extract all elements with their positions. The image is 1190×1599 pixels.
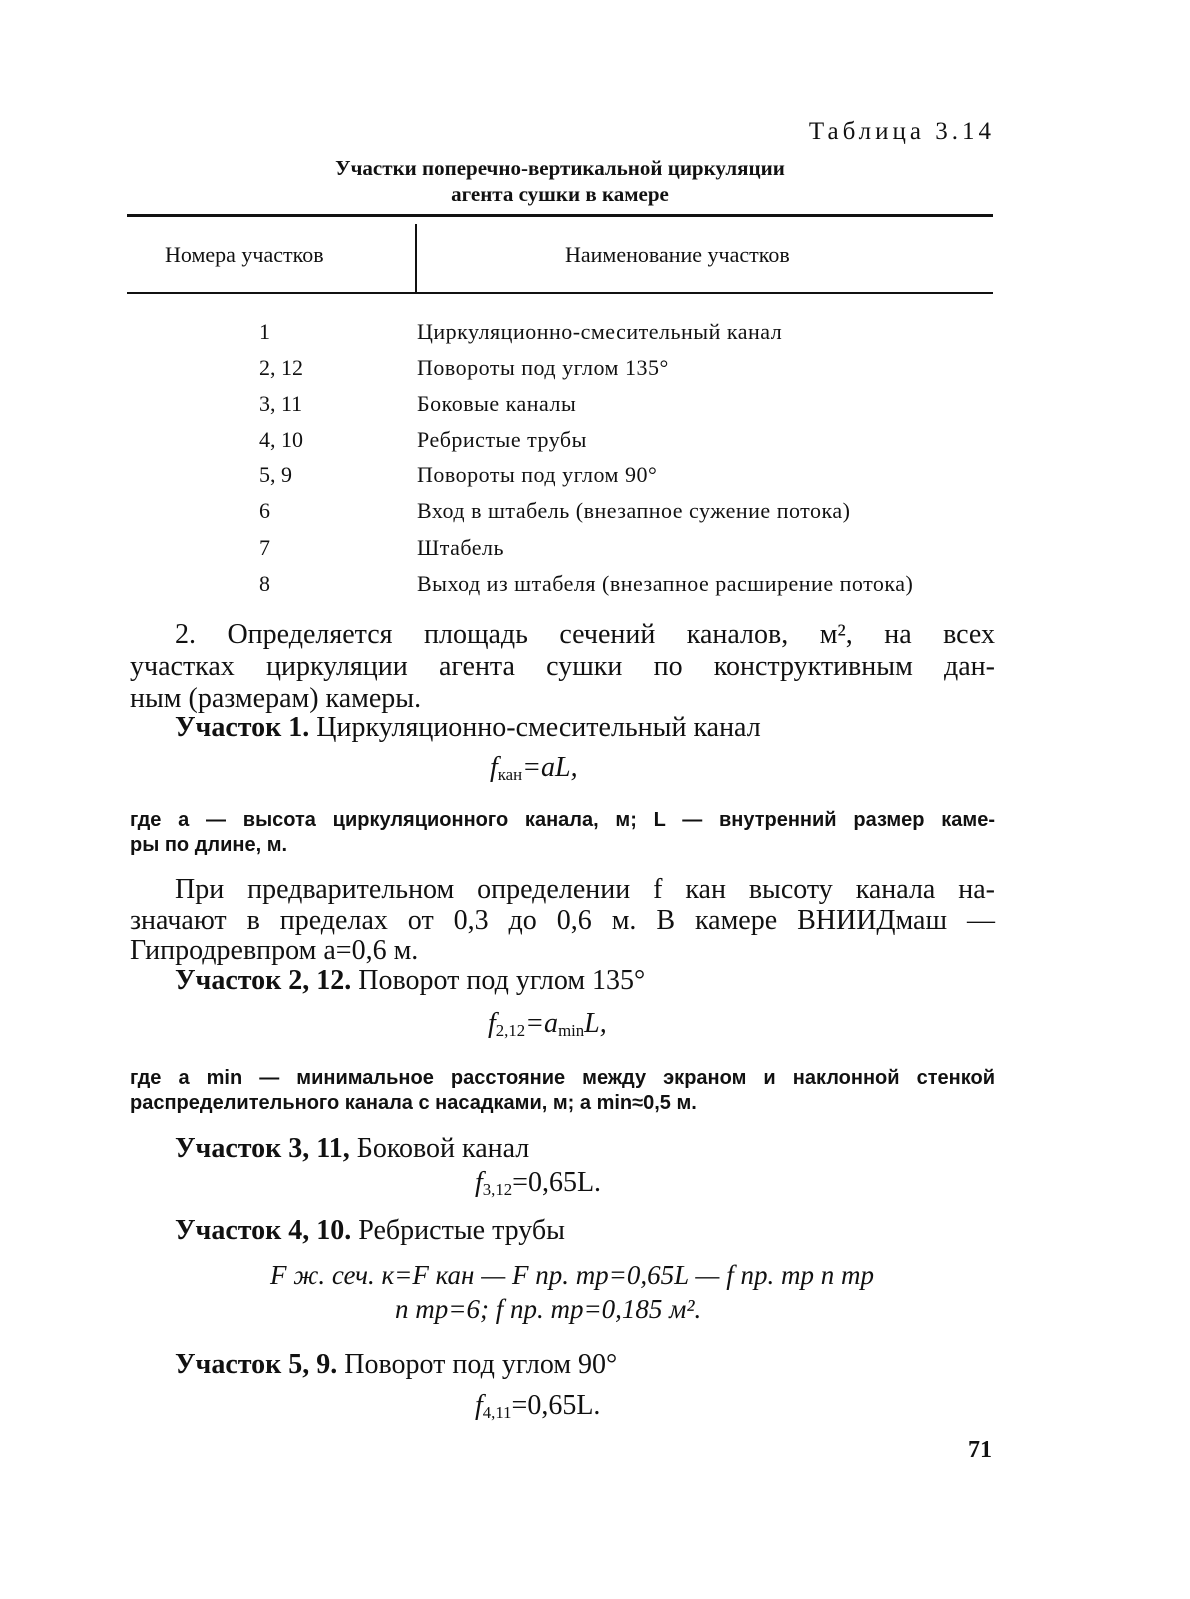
section-heading-text: Ребристые трубы — [351, 1215, 565, 1246]
table-number-label: Таблица 3.14 — [808, 118, 995, 145]
table-row-name: Выход из штабеля (внезапное расширение потока) — [417, 571, 914, 596]
note-line: где a min — минимальное расстояние между экраном и наклонной стенкой — [130, 1067, 995, 1089]
formula-5 — [475, 1390, 600, 1423]
table-row-name: Повороты под углом 90° — [417, 462, 658, 487]
table-row-num: 7 — [259, 535, 270, 560]
paragraph-line: 2. Определяется площадь сечений каналов, м², на всех — [175, 619, 995, 650]
table-row-num: 3, 11 — [259, 391, 303, 416]
table-header-names: Наименование участков — [565, 242, 790, 267]
section-heading-label: Участок 5, 9. — [175, 1349, 338, 1380]
section-heading-label: Участок 1. — [175, 712, 310, 743]
section-heading-text: Боковой канал — [349, 1133, 530, 1164]
table-column-divider — [415, 224, 417, 292]
table-row-num: 4, 10 — [259, 427, 303, 452]
table-row-name: Повороты под углом 135° — [417, 355, 669, 380]
table-row-num: 2, 12 — [259, 355, 303, 380]
formula-subscript: min — [558, 1021, 585, 1040]
page-number: 71 — [968, 1437, 992, 1463]
formula-1 — [490, 752, 578, 785]
table-row-num: 5, 9 — [259, 462, 292, 487]
section-heading-3 — [175, 1133, 529, 1165]
formula-2 — [488, 1008, 607, 1041]
table-row-name: Боковые каналы — [417, 391, 577, 416]
paragraph-line: Гипродревпром a=0,6 м. — [130, 935, 419, 966]
paragraph-line: участках циркуляции агента сушки по конструктивным дан- — [130, 651, 995, 682]
formula-3 — [475, 1167, 601, 1200]
section-heading-2 — [175, 965, 645, 997]
formula-subscript: кан — [497, 765, 523, 784]
section-heading-text: Циркуляционно-смесительный канал — [309, 712, 761, 743]
formula-4a: F ж. сеч. к=F кан — F пр. тр=0,65L — f пр. тр n тр — [270, 1260, 874, 1290]
table-row-num: 1 — [259, 319, 270, 344]
table-row-name: Штабель — [417, 535, 505, 560]
formula-rhs: L, — [584, 1008, 607, 1039]
table-top-rule — [127, 214, 993, 217]
paragraph-line: значают в пределах от 0,3 до 0,6 м. В камере ВНИИДмаш — — [130, 905, 995, 936]
table-row-num: 6 — [259, 498, 270, 523]
formula-symbol: f — [475, 1390, 483, 1421]
note-line: распределительного канала с насадками, м; a min≈0,5 м. — [130, 1092, 697, 1114]
formula-symbol: f — [475, 1167, 483, 1198]
table-title-line1: Участки поперечно-вертикальной циркуляции — [335, 156, 785, 180]
paragraph-line: При предварительном определении f кан высоту канала на- — [175, 874, 995, 905]
formula-rhs: =0,65L. — [511, 1390, 601, 1421]
formula-rhs: =aL, — [522, 752, 578, 783]
table-row-name: Вход в штабель (внезапное сужение потока) — [417, 498, 851, 523]
formula-rhs: =0,65L. — [512, 1167, 602, 1198]
table-row-num: 8 — [259, 571, 270, 596]
section-heading-5 — [175, 1349, 617, 1381]
note-line: где a — высота циркуляционного канала, м; L — внутренний размер каме- — [130, 809, 995, 831]
paragraph-line: ным (размерам) камеры. — [130, 683, 422, 714]
formula-symbol: f — [490, 752, 498, 783]
section-heading-1 — [175, 712, 761, 744]
section-heading-label: Участок 4, 10. — [175, 1215, 352, 1246]
note-line: ры по длине, м. — [130, 834, 288, 856]
table-row-name: Ребристые трубы — [417, 427, 587, 452]
table-title-line2: агента сушки в камере — [451, 182, 669, 206]
formula-subscript: 4,11 — [482, 1403, 512, 1422]
section-heading-text: Поворот под углом 90° — [337, 1349, 618, 1380]
formula-4b: n тр=6; f пр. тр=0,185 м². — [395, 1294, 702, 1324]
formula-subscript: 2,12 — [495, 1021, 526, 1040]
table-header-rule — [127, 292, 993, 294]
formula-subscript: 3,12 — [482, 1180, 513, 1199]
section-heading-text: Поворот под углом 135° — [351, 965, 646, 996]
formula-symbol: f — [488, 1008, 496, 1039]
section-heading-4 — [175, 1215, 565, 1247]
section-heading-label: Участок 3, 11, — [175, 1133, 350, 1164]
table-header-numbers: Номера участков — [165, 242, 324, 267]
section-heading-label: Участок 2, 12. — [175, 965, 352, 996]
table-row-name: Циркуляционно-смесительный канал — [417, 319, 783, 344]
formula-mid: =a — [525, 1008, 559, 1039]
